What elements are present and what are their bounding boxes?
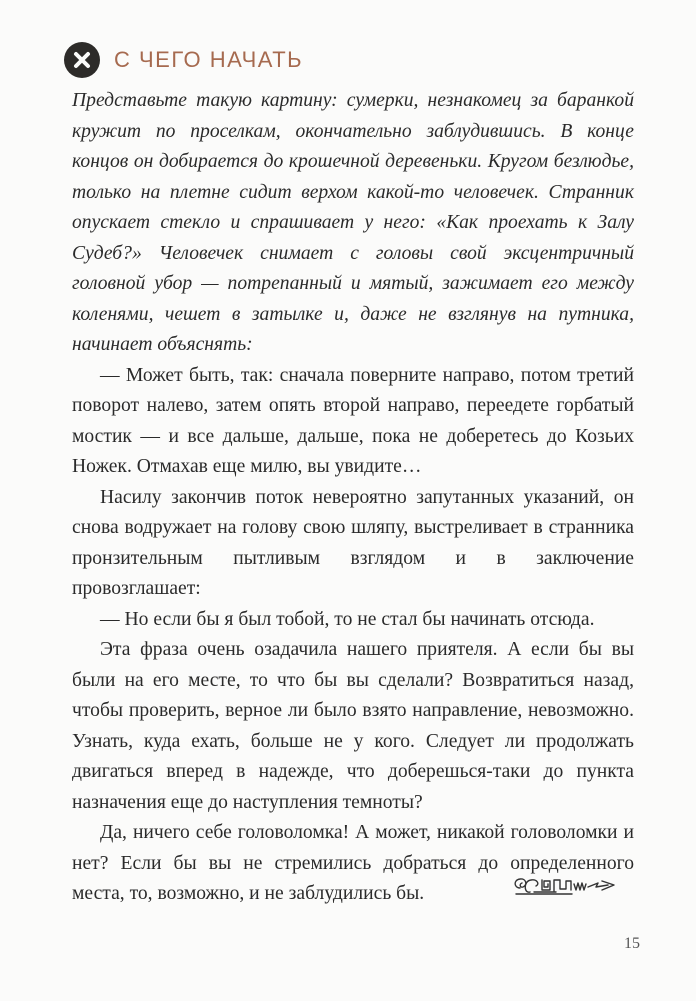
body-paragraph: — Может быть, так: сначала поверните направо, потом третий поворот налево, затем опять второй направо, переедете горбатый мостик — и все дальше, дальше, пока не доберетесь до Козьих Ножек. Отмахав еще милю, вы увидите… [72,364,634,477]
body-paragraph: — Но если бы я был тобой, то не стал бы начинать отсюда. [100,608,595,630]
intro-paragraph: Представьте такую картину: сумерки, незнакомец за баранкой кружит по проселкам, окончательно заблудившись. В конце концов он добирается до крошечной деревеньки. Кругом безлюдье, только на плетне сидит верхом какой-то человечек. Странник опускает стекло и спрашивает у него: «Как проехать к Залу Судеб?» Человечек снимает с головы свой эксцентричный головной убор — потрепанный и мятый, зажимает его между коленями, чешет в затылке и, даже не взглянув на путника, начинает объяснять: [72,90,634,355]
close-x-icon [64,42,100,78]
chapter-header [64,42,303,78]
page-body [72,86,634,910]
page-number: 15 [624,935,640,952]
body-paragraph: Насилу закончив поток невероятно запутанных указаний, он снова водружает на голову свою шляпу, выстреливает в странника пронзительным пытливым взглядом и в заключение провозглашает: [72,486,634,599]
squiggle-arrow-doodle-icon [510,872,630,907]
chapter-title: С ЧЕГО НАЧАТЬ [114,47,304,72]
body-paragraph: Да, ничего себе головоломка! А может, никакой головоломки и нет? Если бы вы не стремились добраться до определенного места, то, возможно, и не заблудились бы. [72,822,634,904]
body-paragraph: Эта фраза очень озадачила нашего приятеля. А если бы вы были на его месте, то что бы вы сделали? Возвратиться назад, чтобы проверить, верное ли было взято направление, невозможно. Узнать, куда ехать, больше не у кого. Следует ли продолжать двигаться вперед в надежде, что доберешься-таки до пункта назначения еще до наступления темноты? [72,639,634,813]
